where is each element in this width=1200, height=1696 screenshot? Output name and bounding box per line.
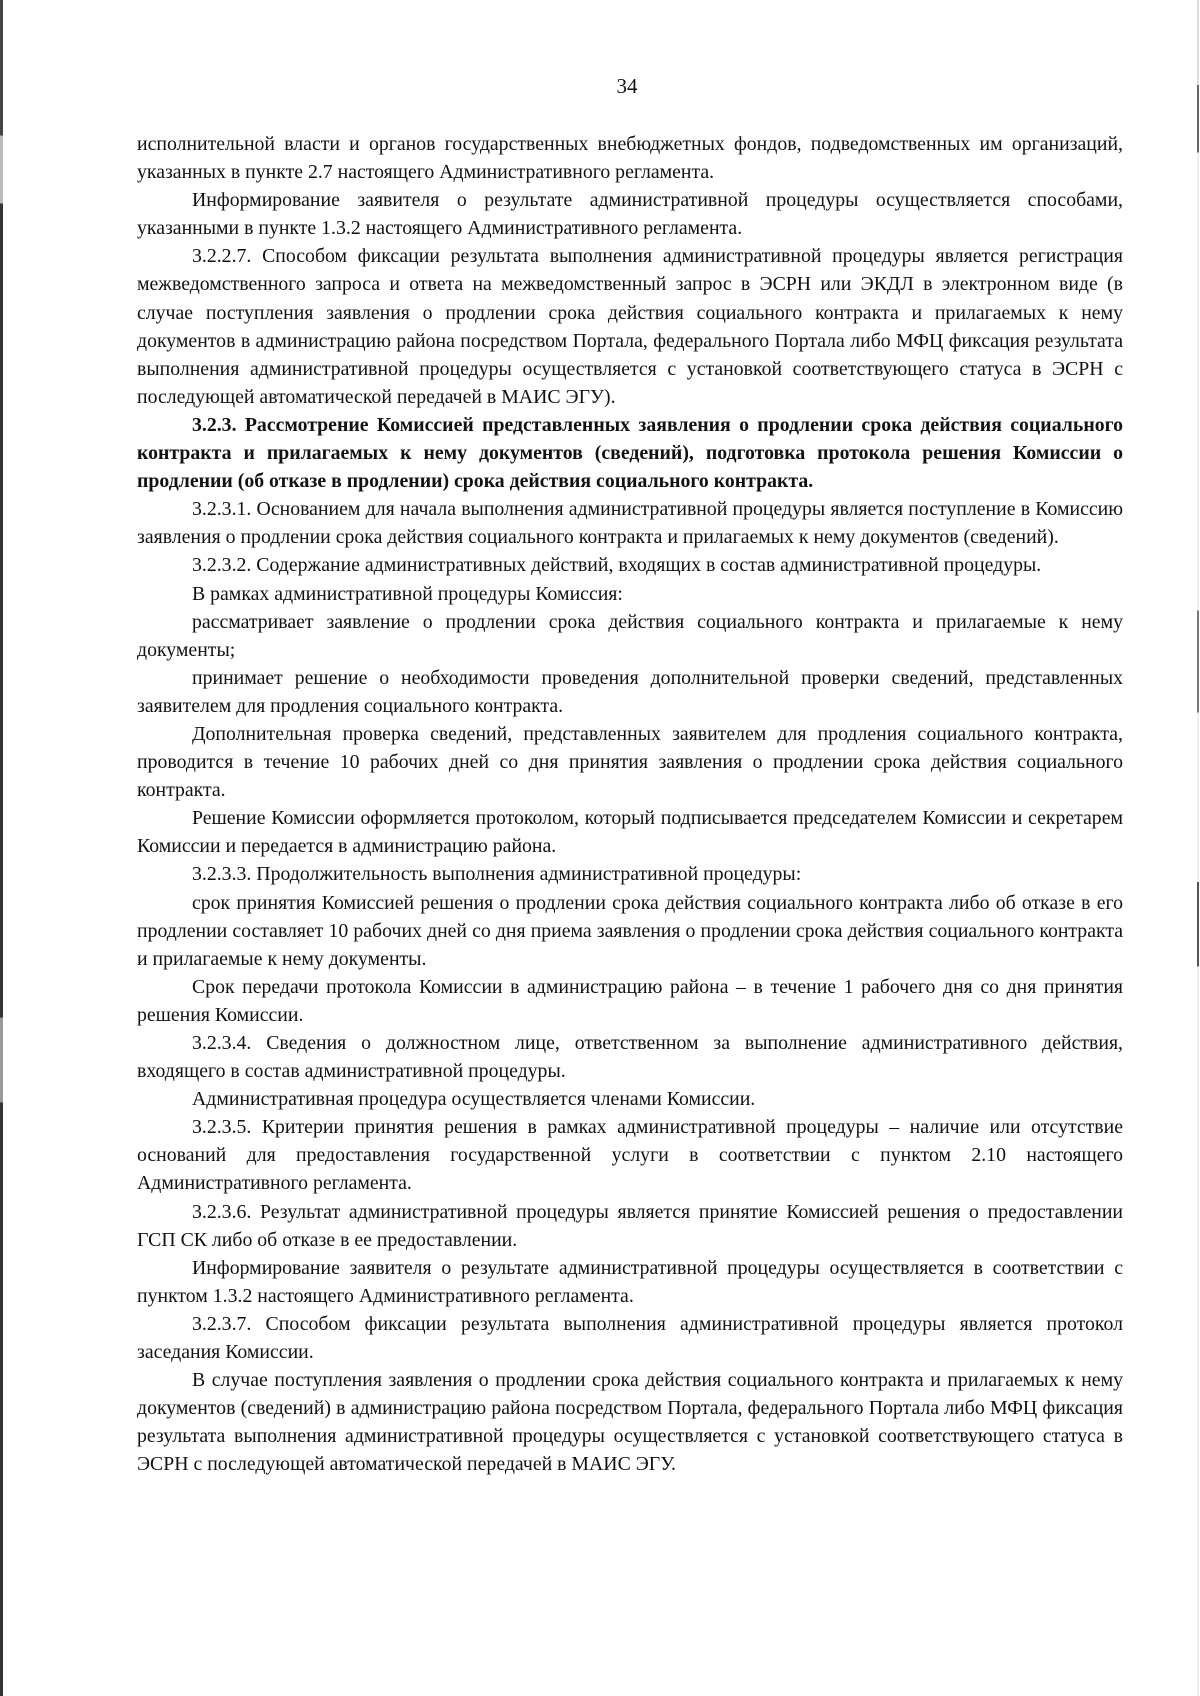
paragraph: 3.2.3.2. Содержание административных действий, входящих в состав административной процедуры. — [192, 554, 1042, 577]
paragraph: Срок передачи протокола Комиссии в администрацию района – в течение 1 рабочего дня со дня принятия решения Комиссии. — [137, 975, 1123, 1026]
paragraph: Информирование заявителя о результате административной процедуры осуществляется способами, указанными в пункте 1.3.2 настоящего Административного регламента. — [137, 189, 1123, 240]
paragraph: исполнительной власти и органов государственных внебюджетных фондов, подведомственных им организаций, указанных в пункте 2.7 настоящего Административного регламента. — [137, 133, 1123, 184]
paragraph: 3.2.3.7. Способом фиксации результата выполнения административной процедуры является протокол заседания Комиссии. — [137, 1312, 1123, 1364]
paragraph: 3.2.3.5. Критерии принятия решения в рамках административной процедуры – наличие или отсутствие оснований для предоставления государственной услуги в соответствии с пунктом 2.10 настоящего Административного регламента. — [137, 1116, 1123, 1195]
paragraph: 3.2.3.3. Продолжительность выполнения административной процедуры: — [192, 863, 802, 886]
paragraph: принимает решение о необходимости проведения дополнительной проверки сведений, представленных заявителем для продления социального контракта. — [137, 666, 1123, 717]
paragraph: срок принятия Комиссией решения о продлении срока действия социального контракта либо об отказе в его продлении составляет 10 рабочих дней со дня приема заявления о продлении срока действия социального контракта и прилагаемые к нему документы. — [137, 891, 1123, 970]
paragraph: Информирование заявителя о результате административной процедуры осуществляется в соответствии с пунктом 1.3.2 настоящего Административного регламента. — [137, 1256, 1123, 1307]
page-number: 34 — [616, 74, 638, 98]
paragraph: рассматривает заявление о продлении срока действия социального контракта и прилагаемые к нему документы; — [137, 610, 1123, 661]
paragraph: Административная процедура осуществляется членами Комиссии. — [192, 1088, 756, 1111]
document-body — [137, 130, 1123, 1479]
paragraph: В рамках административной процедуры Комиссия: — [192, 582, 623, 605]
paragraph: 3.2.3.1. Основанием для начала выполнения административной процедуры является поступление в Комиссию заявления о продлении срока действия социального контракта и прилагаемых к нему документов (сведений). — [137, 498, 1123, 549]
paragraph: 3.2.3.6. Результат административной процедуры является принятие Комиссией решения о предоставлении ГСП СК либо об отказе в ее предоставлении. — [137, 1200, 1123, 1251]
paragraph: Дополнительная проверка сведений, представленных заявителем для продления социального контракта, проводится в течение 10 рабочих дней со дня принятия заявления о продлении срока действия социального контракта. — [137, 722, 1123, 802]
paragraph: В случае поступления заявления о продлении срока действия социального контракта и прилагаемых к нему документов (сведений) в администрацию района посредством Портала, федерального Портала либо МФЦ фиксация результата выполнения административной процедуры осуществляется с установкой соответствующего статуса в ЭСРН с последующей автоматической передачей в МАИС ЭГУ. — [137, 1369, 1123, 1476]
scan-edge-right — [1197, 0, 1199, 1696]
paragraph: 3.2.3.4. Сведения о должностном лице, ответственном за выполнение административного действия, входящего в состав административной процедуры. — [137, 1032, 1123, 1083]
section-heading: 3.2.3. Рассмотрение Комиссией представленных заявления о продлении срока действия социального контракта и прилагаемых к нему документов (сведений), подготовка протокола решения Комиссии о продлении (об отказе в продлении) срока действия социального контракта. — [137, 413, 1123, 493]
paragraph: 3.2.2.7. Способом фиксации результата выполнения административной процедуры является регистрация межведомственного запроса и ответа на межведомственный запрос в ЭСРН или ЭКДЛ в электронном виде (в случае поступления заявления о продлении срока действия социального контракта и прилагаемых к нему документов в администрацию района посредством Портала, федерального Портала либо МФЦ фиксация результата выполнения административной процедуры осуществляется с установкой соответствующего статуса в ЭСРН с последующей автоматической передачей в МАИС ЭГУ). — [137, 245, 1123, 408]
scan-edge-left — [0, 0, 3, 1696]
paragraph: Решение Комиссии оформляется протоколом, который подписывается председателем Комиссии и секретарем Комиссии и передается в администрацию района. — [137, 807, 1123, 858]
